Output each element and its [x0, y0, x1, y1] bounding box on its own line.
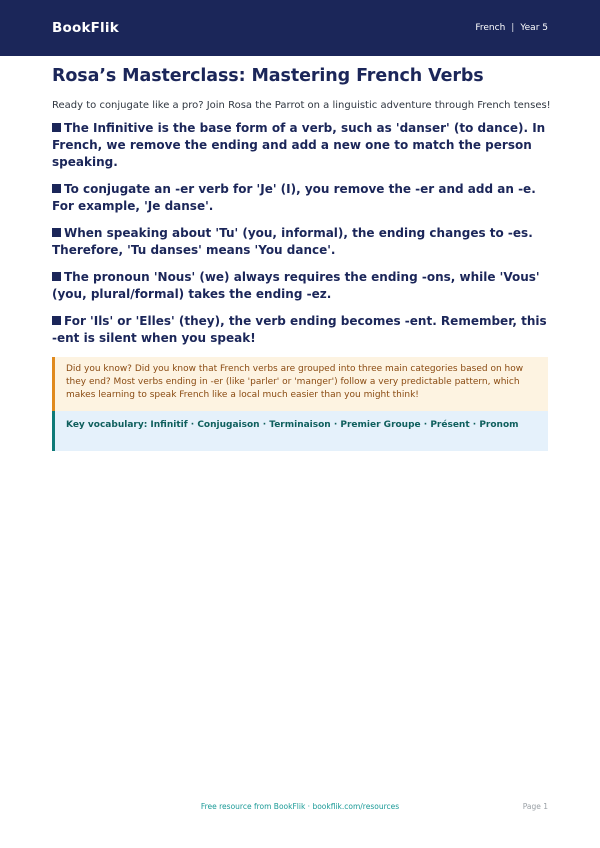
header-bar: [0, 0, 600, 56]
square-bullet-icon: [52, 123, 61, 132]
list-item: [52, 225, 548, 259]
bullet-list: [52, 120, 548, 347]
page-title: Rosa’s Masterclass: Mastering French Verbs: [52, 66, 484, 86]
bullet-text: For 'Ils' or 'Elles' (they), the verb ending becomes -ent. Remember, this -ent is silent when you speak!: [52, 314, 547, 345]
footer-resource-link[interactable]: Free resource from BookFlik · bookflik.com/resources: [200, 802, 400, 811]
bullet-text: The pronoun 'Nous' (we) always requires the ending -ons, while 'Vous' (you, plural/formal) takes the ending -ez.: [52, 270, 540, 301]
square-bullet-icon: [52, 184, 61, 193]
list-item: [52, 120, 548, 171]
intro-text: Ready to conjugate like a pro? Join Rosa the Parrot on a linguistic adventure through French tenses!: [52, 100, 551, 111]
bullet-text: When speaking about 'Tu' (you, informal), the ending changes to -es. Therefore, 'Tu danses' means 'You dance'.: [52, 226, 533, 257]
list-item: [52, 269, 548, 303]
list-item: [52, 313, 548, 347]
header-meta: [475, 23, 548, 33]
bullet-text: To conjugate an -er verb for 'Je' (I), you remove the -er and add an -e. For example, 'Je danse'.: [52, 182, 536, 213]
year-label: Year 5: [520, 23, 548, 33]
subject-label: French: [475, 23, 506, 33]
square-bullet-icon: [52, 272, 61, 281]
did-you-know-callout: Did you know? Did you know that French verbs are grouped into three main categories based on how they end? Most verbs ending in -er (like 'parler' or 'manger') follow a very predictable pattern, which makes learning to speak French like a local much easier than you might think!: [52, 357, 548, 411]
bullet-text: The Infinitive is the base form of a verb, such as 'danser' (to dance). In French, we remove the ending and add a new one to match the person speaking.: [52, 121, 546, 169]
key-vocabulary-box: Key vocabulary: Infinitif · Conjugaison · Terminaison · Premier Groupe · Présent · Pronom: [52, 411, 548, 451]
page-number: Page 1: [522, 802, 548, 811]
square-bullet-icon: [52, 228, 61, 237]
meta-separator: |: [511, 23, 515, 33]
list-item: [52, 181, 548, 215]
square-bullet-icon: [52, 316, 61, 325]
brand-logo[interactable]: BookFlik: [52, 20, 119, 36]
main-content: [52, 65, 551, 451]
